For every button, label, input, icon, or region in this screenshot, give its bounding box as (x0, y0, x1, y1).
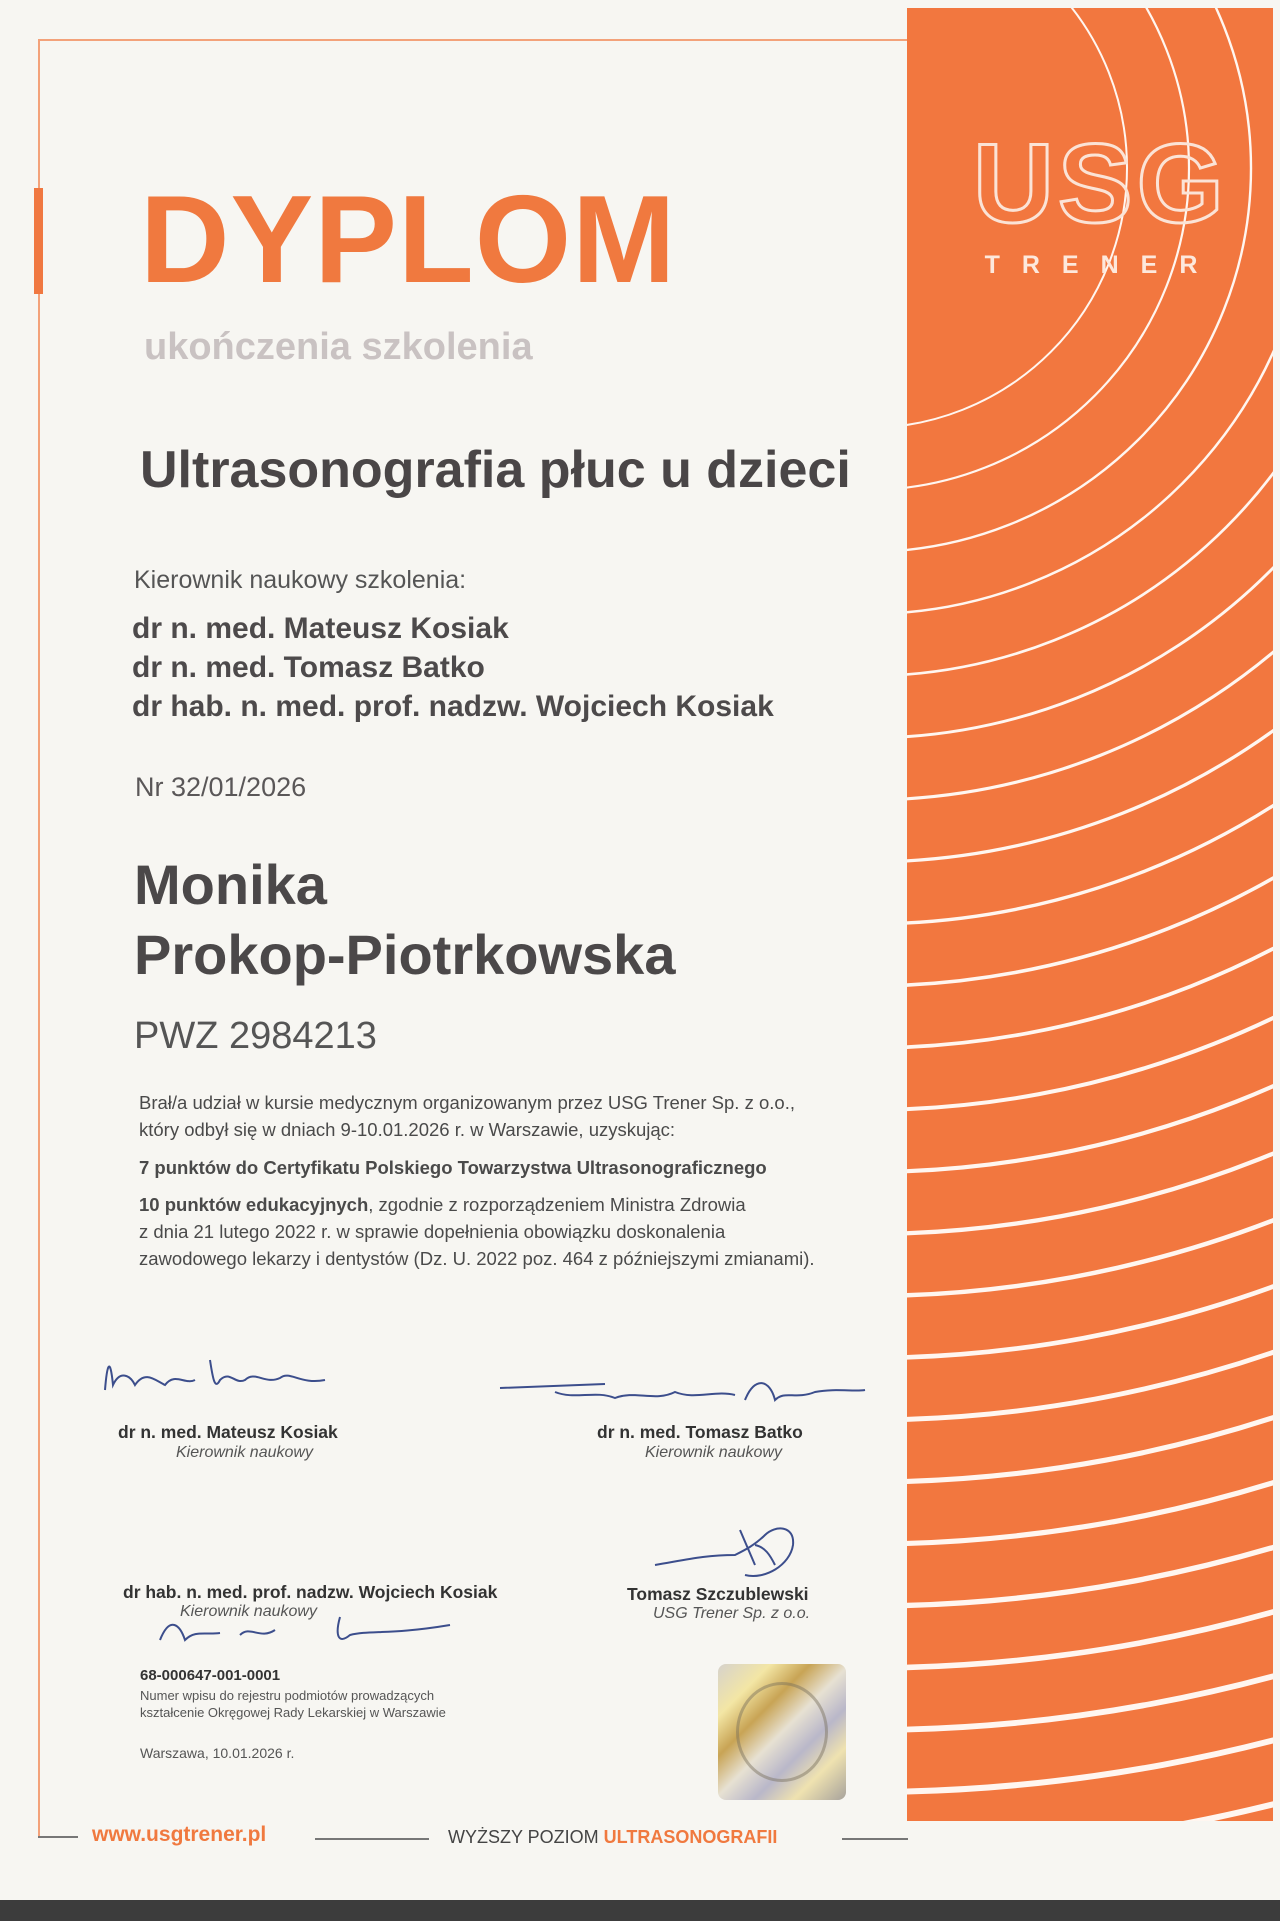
signature-role: Kierownik naukowy (180, 1603, 317, 1620)
signature-name: Tomasz Szczublewski (627, 1584, 809, 1604)
participant-last-name: Prokop-Piotrkowska (134, 923, 676, 986)
decorative-arc (907, 8, 1273, 738)
body-line: zawodowego lekarzy i dentystów (Dz. U. 2022 poz. 464 z późniejszymi zmianami). (139, 1248, 815, 1269)
footer-tagline-plain: WYŻSZY POZIOM (448, 1827, 604, 1847)
frame-line-top (38, 39, 908, 41)
footer-line-right (842, 1838, 908, 1840)
course-title: Ultrasonografia płuc u dzieci (140, 441, 851, 499)
footer-tagline-accent: ULTRASONOGRAFII (603, 1827, 778, 1847)
frame-line-left (38, 39, 40, 1836)
footer-line-left (38, 1836, 78, 1838)
signature-wojciech-kosiak (150, 1605, 460, 1655)
signature-tomasz-batko (495, 1370, 875, 1420)
footer-line-middle (315, 1838, 429, 1840)
supervisor-name: dr n. med. Tomasz Batko (132, 651, 485, 684)
signature-name: dr n. med. Tomasz Batko (597, 1422, 803, 1442)
diploma-number: Nr 32/01/2026 (135, 772, 307, 802)
bottom-edge (0, 1900, 1280, 1921)
decorative-arc (907, 8, 1273, 614)
signature-name: dr hab. n. med. prof. nadzw. Wojciech Kosiak (123, 1582, 498, 1602)
registry-desc-line: kształcenie Okręgowej Rady Lekarskiej w Warszawie (140, 1705, 446, 1720)
signature-role: Kierownik naukowy (176, 1444, 313, 1461)
usg-logo: USG (973, 121, 1228, 246)
decorative-arc (907, 8, 1273, 1606)
supervisor-label: Kierownik naukowy szkolenia: (134, 566, 467, 594)
body-text-span: , zgodnie z rozporządzeniem Ministra Zdrowia (368, 1194, 746, 1215)
trener-logo-text: TRENER (984, 251, 1220, 279)
body-line: który odbył się w dniach 9-10.01.2026 r. w Warszawie, uzyskując: (139, 1119, 676, 1140)
registry-number: 68-000647-001-0001 (140, 1667, 281, 1684)
footer-url: www.usgtrener.pl (92, 1823, 267, 1846)
hologram-ring (736, 1682, 828, 1782)
participant-first-name: Monika (134, 853, 327, 916)
place-and-date: Warszawa, 10.01.2026 r. (140, 1745, 295, 1761)
decorative-arc (907, 8, 1273, 676)
orange-side-panel (907, 8, 1273, 1821)
supervisor-name: dr hab. n. med. prof. nadzw. Wojciech Kosiak (132, 690, 774, 723)
signature-name: dr n. med. Mateusz Kosiak (118, 1422, 338, 1442)
ptu-points: 7 punktów do Certyfikatu Polskiego Towarzystwa Ultrasonograficznego (139, 1157, 767, 1178)
supervisor-name: dr n. med. Mateusz Kosiak (132, 612, 509, 645)
signature-role: Kierownik naukowy (645, 1444, 782, 1461)
diploma-title: DYPLOM (140, 171, 677, 309)
body-line: Brał/a udział w kursie medycznym organizowanym przez USG Trener Sp. z o.o., (139, 1092, 795, 1113)
decorative-arc (907, 8, 1251, 552)
accent-bar (34, 188, 43, 294)
hologram-seal (718, 1664, 846, 1800)
signature-role: USG Trener Sp. z o.o. (653, 1605, 811, 1622)
signature-tomasz-szczublewski (645, 1505, 805, 1595)
body-line: z dnia 21 lutego 2022 r. w sprawie dopełnienia obowiązku doskonalenia (139, 1221, 726, 1242)
edu-points-paragraph (139, 1190, 859, 1219)
decorative-arc (907, 8, 1189, 490)
registry-desc-line: Numer wpisu do rejestru podmiotów prowadzących (140, 1688, 435, 1703)
participant-pwz: PWZ 2984213 (134, 1015, 377, 1057)
diploma-subtitle: ukończenia szkolenia (144, 326, 533, 368)
signature-mateusz-kosiak (95, 1350, 345, 1410)
registry-description (140, 1687, 540, 1721)
edu-points: 10 punktów edukacyjnych (139, 1194, 369, 1215)
footer-tagline (448, 1827, 777, 1848)
